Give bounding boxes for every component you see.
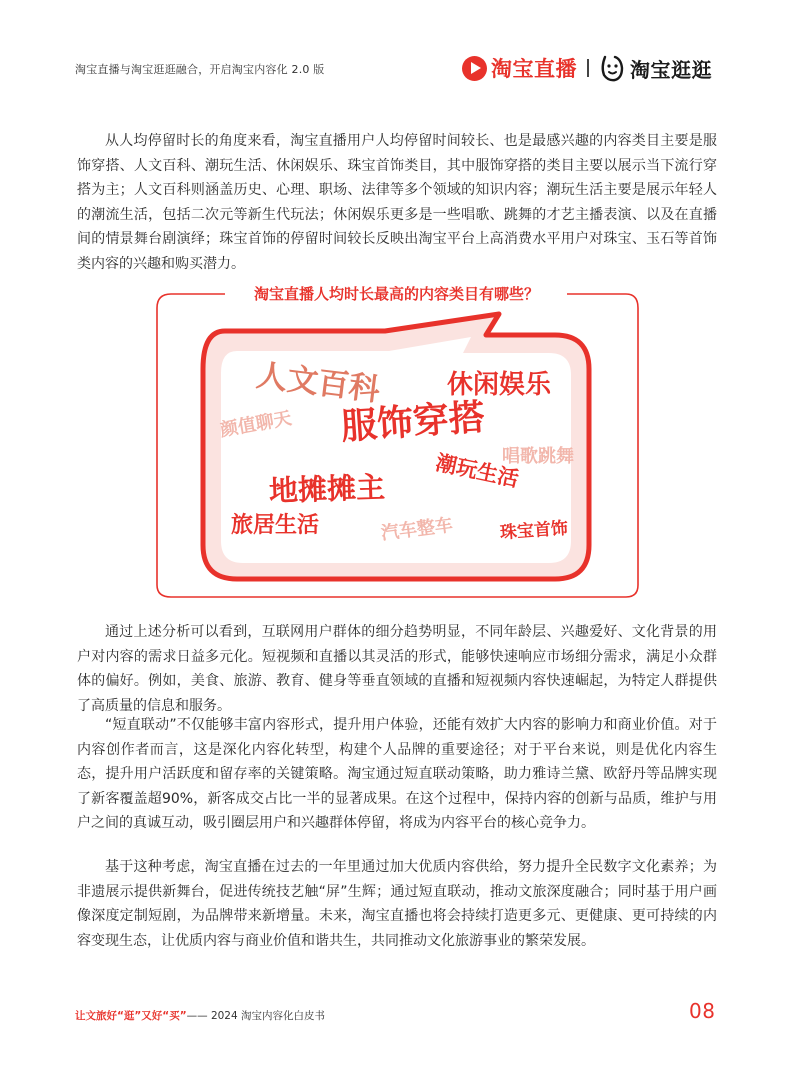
footer-tagline-accent: 让文旅好“逛”又好“买” [75,1010,187,1022]
footer-tagline-rest: —— 2024 淘宝内容化白皮书 [186,1010,326,1022]
page-header [0,0,793,100]
header-title: 淘宝直播与淘宝逛逛融合，开启淘宝内容化 2.0 版 [75,63,325,76]
play-icon [462,56,487,81]
paragraph-2: 通过上述分析可以看到，互联网用户群体的细分趋势明显，不同年龄层、兴趣爱好、文化背景的用户对内容的需求日益多元化。短视频和直播以其灵活的形式，能够快速响应市场细分需求，满足小众群体的偏好。例如，美食、旅游、教育、健身等垂直领域的直播和短视频内容快速崛起，为特定人群提供了高质量的信息和服务。 [77,624,717,714]
word-humanities: 人文百科 [254,357,382,409]
content-category-figure [153,285,640,600]
word-fashion: 服饰穿搭 [339,397,487,448]
word-jewelry: 珠宝首饰 [499,518,569,544]
brand-logos [462,48,712,88]
word-singing-dancing: 唱歌跳舞 [502,446,574,467]
footer-tagline [75,1008,325,1023]
word-trendy-life: 潮玩生活 [433,450,521,492]
figure-title-text: 淘宝直播人均时长最高的内容类目有哪些？ [248,285,545,303]
paragraph-4: 基于这种考虑，淘宝直播在过去的一年里通过加大优质内容供给，努力提升全民数字文化素养；为非遗展示提供新舞台，促进传统技艺触“屏”生辉；通过短直联动，推动文旅深度融合；同时基于用户画像深度定制短剧，为品牌带来新增量。未来，淘宝直播也将会持续打造更多元、更健康、更可持续的内容变现生态，让优质内容与商业价值和谐共生，共同推动文化旅游事业的繁荣发展。 [77,859,717,949]
smile-face-icon [599,53,625,83]
word-travel-living: 旅居生活 [231,513,320,538]
brand-divider [587,59,589,77]
page-number: 08 [689,999,716,1023]
brand-taobao-live: 淘宝直播 [491,57,577,81]
word-cars: 汽车整车 [379,514,454,545]
word-stall-owner: 地摊摊主 [268,469,386,509]
word-leisure: 休闲娱乐 [447,370,552,400]
word-chat: 颜值聊天 [218,407,294,442]
figure-title [153,285,640,303]
paragraph-3: “短直联动”不仅能够丰富内容形式，提升用户体验，还能有效扩大内容的影响力和商业价值。对于内容创作者而言，这是深化内容化转型，构建个人品牌的重要途径；对于平台来说，则是优化内容生态，提升用户活跃度和留存率的关键策略。淘宝通过短直联动策略，助力雅诗兰黛、欧舒丹等品牌实现了新客覆盖超90%，新客成交占比一半的显著成果。在这个过程中，保持内容的创新与品质，维护与用户之间的真诚互动，吸引圈层用户和兴趣群体停留，将成为内容平台的核心竞争力。 [77,717,717,832]
paragraph-1: 从人均停留时长的角度来看，淘宝直播用户人均停留时间较长、也是最感兴趣的内容类目主要是服饰穿搭、人文百科、潮玩生活、休闲娱乐、珠宝首饰类目，其中服饰穿搭的类目主要以展示当下流行穿搭为主；人文百科则涵盖历史、心理、职场、法律等多个领域的知识内容；潮玩生活主要是展示年轻人的潮流生活，包括二次元等新生代玩法；休闲娱乐更多是一些唱歌、跳舞的才艺主播表演、以及在直播间的情景舞台剧演绎；珠宝首饰的停留时间较长反映出淘宝平台上高消费水平用户对珠宝、玉石等首饰类内容的兴趣和购买潜力。 [77,133,717,272]
brand-taobao-stroll: 淘宝逛逛 [630,57,712,82]
